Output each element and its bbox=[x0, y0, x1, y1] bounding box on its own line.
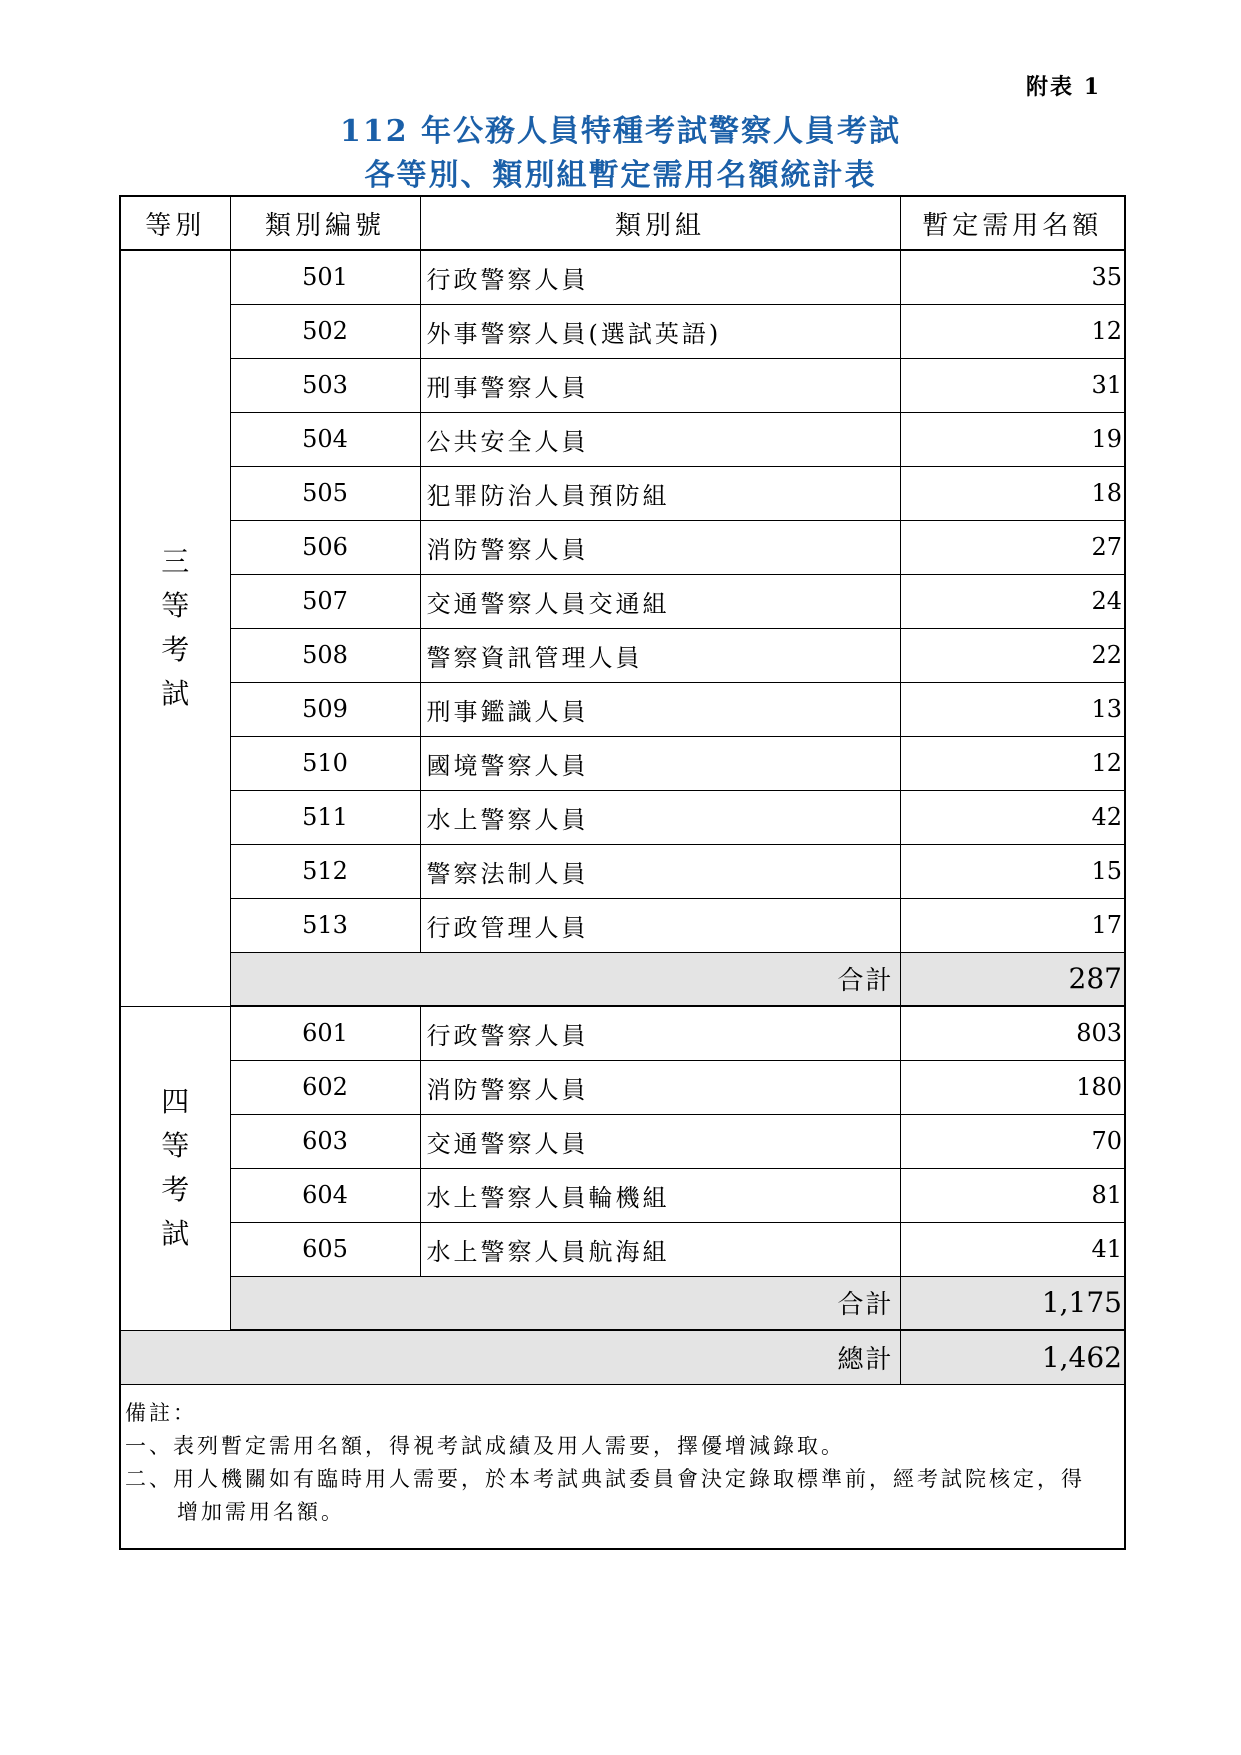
category-code: 602 bbox=[230, 1060, 420, 1114]
level-char: 試 bbox=[161, 677, 190, 711]
quota-count: 41 bbox=[900, 1222, 1125, 1276]
header-category: 類別組 bbox=[420, 196, 900, 250]
grand-total-label: 總計 bbox=[120, 1330, 900, 1384]
quota-count: 15 bbox=[900, 844, 1125, 898]
level3-subtotal-row bbox=[120, 952, 1125, 1006]
category-name: 犯罪防治人員預防組 bbox=[420, 466, 900, 520]
category-name: 警察資訊管理人員 bbox=[420, 628, 900, 682]
table-row bbox=[120, 736, 1125, 790]
subtotal-label: 合計 bbox=[230, 952, 900, 1006]
title-line-1: 112 年公務人員特種考試警察人員考試 bbox=[339, 114, 902, 149]
quota-count: 12 bbox=[900, 304, 1125, 358]
notes-cell bbox=[120, 1384, 1125, 1549]
quota-count: 180 bbox=[900, 1060, 1125, 1114]
table-header-row bbox=[120, 196, 1125, 250]
quota-table bbox=[119, 195, 1126, 1550]
quota-count: 22 bbox=[900, 628, 1125, 682]
category-name: 交通警察人員 bbox=[420, 1114, 900, 1168]
subtotal-value: 1,175 bbox=[900, 1276, 1125, 1330]
category-code: 512 bbox=[230, 844, 420, 898]
grand-total-value: 1,462 bbox=[900, 1330, 1125, 1384]
category-name: 國境警察人員 bbox=[420, 736, 900, 790]
appendix-label: 附表 1 bbox=[1026, 74, 1101, 100]
table-row bbox=[120, 574, 1125, 628]
category-code: 509 bbox=[230, 682, 420, 736]
note-line-2-continued: 增加需用名額。 bbox=[177, 1499, 345, 1524]
note-line-2: 二、用人機關如有臨時用人需要，於本考試典試委員會決定錄取標準前，經考試院核定，得 bbox=[125, 1466, 1085, 1491]
category-code: 604 bbox=[230, 1168, 420, 1222]
level-char: 等 bbox=[161, 1129, 190, 1162]
quota-count: 19 bbox=[900, 412, 1125, 466]
table-row bbox=[120, 628, 1125, 682]
header-count: 暫定需用名額 bbox=[900, 196, 1125, 250]
category-code: 501 bbox=[230, 250, 420, 304]
quota-count: 35 bbox=[900, 250, 1125, 304]
table-row bbox=[120, 844, 1125, 898]
table-row bbox=[120, 412, 1125, 466]
table-row bbox=[120, 1168, 1125, 1222]
category-code: 502 bbox=[230, 304, 420, 358]
category-name: 行政警察人員 bbox=[420, 1006, 900, 1060]
category-code: 506 bbox=[230, 520, 420, 574]
subtotal-label: 合計 bbox=[230, 1276, 900, 1330]
category-code: 504 bbox=[230, 412, 420, 466]
category-name: 行政管理人員 bbox=[420, 898, 900, 952]
category-name: 外事警察人員(選試英語) bbox=[420, 304, 900, 358]
category-name: 刑事警察人員 bbox=[420, 358, 900, 412]
category-name: 交通警察人員交通組 bbox=[420, 574, 900, 628]
quota-count: 70 bbox=[900, 1114, 1125, 1168]
category-code: 505 bbox=[230, 466, 420, 520]
table-row bbox=[120, 358, 1125, 412]
level3-level-cell bbox=[120, 250, 230, 1006]
table-row bbox=[120, 520, 1125, 574]
table-row bbox=[120, 1060, 1125, 1114]
quota-count: 31 bbox=[900, 358, 1125, 412]
quota-count: 27 bbox=[900, 520, 1125, 574]
level4-level-cell bbox=[120, 1006, 230, 1330]
level-char: 三 bbox=[161, 545, 190, 579]
table-row bbox=[120, 898, 1125, 952]
table-row bbox=[120, 466, 1125, 520]
notes-row bbox=[120, 1384, 1125, 1549]
table-row bbox=[120, 250, 1125, 304]
header-code: 類別編號 bbox=[230, 196, 420, 250]
quota-count: 12 bbox=[900, 736, 1125, 790]
category-name: 水上警察人員航海組 bbox=[420, 1222, 900, 1276]
level4-subtotal-row bbox=[120, 1276, 1125, 1330]
notes-heading: 備註： bbox=[125, 1400, 197, 1425]
category-code: 508 bbox=[230, 628, 420, 682]
category-name: 公共安全人員 bbox=[420, 412, 900, 466]
subtotal-value: 287 bbox=[900, 952, 1125, 1006]
quota-count: 24 bbox=[900, 574, 1125, 628]
category-name: 刑事鑑識人員 bbox=[420, 682, 900, 736]
quota-count: 18 bbox=[900, 466, 1125, 520]
quota-count: 42 bbox=[900, 790, 1125, 844]
category-name: 行政警察人員 bbox=[420, 250, 900, 304]
table-row bbox=[120, 1006, 1125, 1060]
category-name: 消防警察人員 bbox=[420, 1060, 900, 1114]
header-level: 等別 bbox=[120, 196, 230, 250]
level-char: 試 bbox=[161, 1217, 190, 1250]
quota-count: 81 bbox=[900, 1168, 1125, 1222]
category-name: 消防警察人員 bbox=[420, 520, 900, 574]
quota-count: 803 bbox=[900, 1006, 1125, 1060]
category-code: 603 bbox=[230, 1114, 420, 1168]
category-name: 水上警察人員輪機組 bbox=[420, 1168, 900, 1222]
category-code: 601 bbox=[230, 1006, 420, 1060]
category-code: 507 bbox=[230, 574, 420, 628]
category-code: 503 bbox=[230, 358, 420, 412]
title-line-2: 各等別、類別組暫定需用名額統計表 bbox=[364, 158, 877, 193]
category-code: 513 bbox=[230, 898, 420, 952]
category-name: 水上警察人員 bbox=[420, 790, 900, 844]
category-code: 605 bbox=[230, 1222, 420, 1276]
grand-total-row bbox=[120, 1330, 1125, 1384]
table-row bbox=[120, 682, 1125, 736]
category-code: 510 bbox=[230, 736, 420, 790]
level-char: 等 bbox=[161, 589, 190, 623]
note-line-1: 一、表列暫定需用名額，得視考試成績及用人需要，擇優增減錄取。 bbox=[125, 1433, 845, 1458]
level-char: 考 bbox=[161, 1173, 190, 1206]
category-code: 511 bbox=[230, 790, 420, 844]
table-row bbox=[120, 304, 1125, 358]
table-row bbox=[120, 1114, 1125, 1168]
quota-count: 13 bbox=[900, 682, 1125, 736]
level-char: 考 bbox=[161, 633, 190, 667]
category-name: 警察法制人員 bbox=[420, 844, 900, 898]
table-row bbox=[120, 790, 1125, 844]
quota-count: 17 bbox=[900, 898, 1125, 952]
level-char: 四 bbox=[161, 1085, 190, 1118]
table-row bbox=[120, 1222, 1125, 1276]
